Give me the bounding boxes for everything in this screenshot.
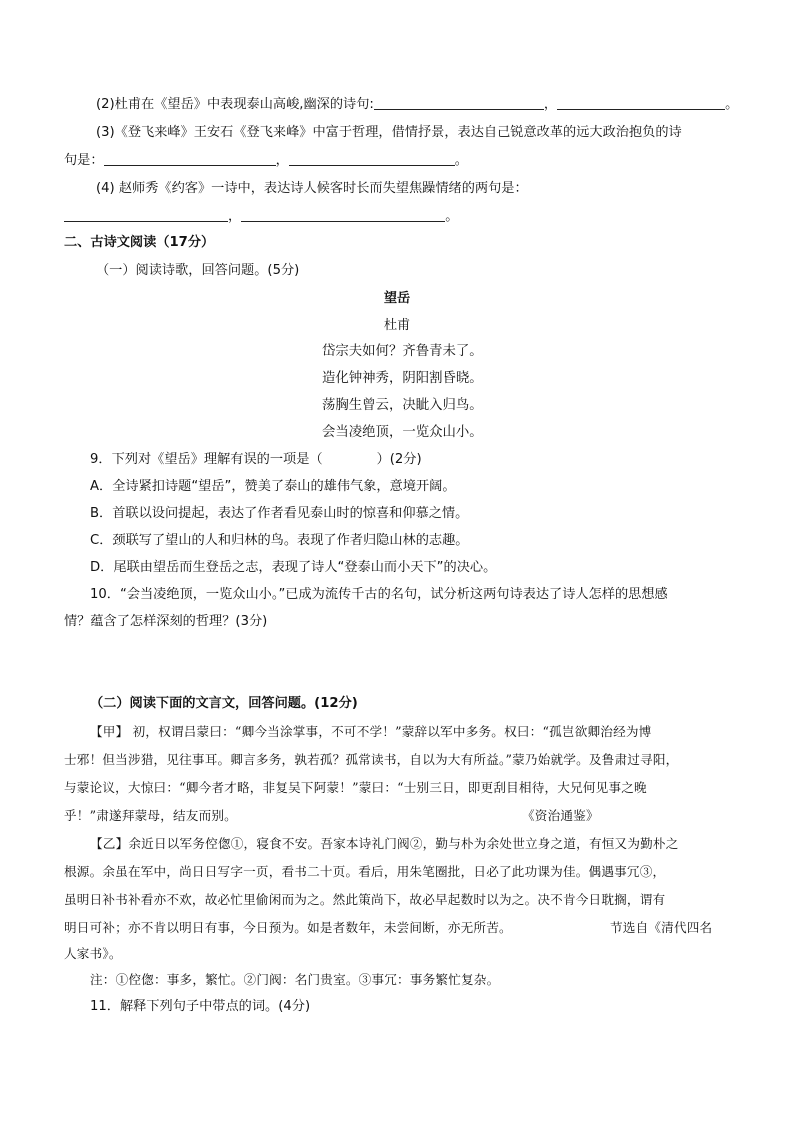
poem-line: 荡胸生曾云，决眦入归鸟。	[322, 398, 483, 413]
section-2-heading: 二、古诗文阅读（17分）	[64, 235, 215, 250]
q4-sep: ，	[228, 209, 242, 224]
q2-blank-1[interactable]	[374, 97, 544, 110]
part-1-intro: （一）阅读诗歌，回答问题。(5分)	[96, 263, 300, 278]
yi-text-line: 根源。余虽在军中，尚日日写字一页，看书二十页。看后，用朱笔圈批，日必了此功课为佳。偶遇事冗③，	[64, 864, 666, 879]
q3-blank-1[interactable]	[104, 153, 276, 166]
q3-sep: ，	[275, 153, 289, 168]
q4-end: 。	[445, 209, 459, 224]
jia-text-line: 士邪！但当涉猎，见往事耳。卿言多务，孰若孤？孤常读书，自以为大有所益。”蒙乃始就学。及鲁肃过寻阳，	[64, 752, 679, 767]
poem-title: 望岳	[383, 291, 411, 306]
fill-in-q2	[96, 97, 738, 113]
jia-text-line: 乎！”肃遂拜蒙母，结友而别。	[64, 808, 237, 823]
yi-text-line: 虽明日补书补看亦不欢，故必忙里偷闲而为之。然此策尚下，故必早起数时以为之。决不肯今日耽搁，谓有	[64, 892, 666, 907]
q3-end: 。	[454, 153, 468, 168]
q3-prefix: 句是：	[64, 153, 104, 168]
yi-source-1: 节选自《清代四名	[610, 920, 713, 935]
yi-text-line: 明日可补；亦不肯以明日有事，今日预为。如是者数年，未尝间断，亦无所苦。	[64, 920, 512, 935]
yi-source-2: 人家书》。	[64, 946, 122, 961]
jia-text-line: 【甲】 初，权谓吕蒙曰：“卿今当涂掌事，不可不学！”蒙辞以军中多务。权曰：“孤岂欲卿治经为博	[90, 724, 652, 739]
fill-in-q3-line2	[64, 153, 468, 169]
q9-stem-text: 9．下列对《望岳》理解有误的一项是（	[90, 452, 323, 467]
poem-author: 杜甫	[383, 318, 411, 333]
poem-line: 岱宗夫如何？齐鲁青未了。	[322, 344, 483, 359]
q2-end: 。	[725, 97, 739, 112]
q9-option-a: A．全诗紧扣诗题“望岳”，赞美了泰山的雄伟气象，意境开阔。	[90, 479, 456, 494]
poem-line: 造化钟神秀，阴阳割昏晓。	[322, 371, 483, 386]
q9-stem	[90, 452, 422, 468]
q3-blank-2[interactable]	[289, 153, 455, 166]
q9-option-c: C．颈联写了望山的人和归林的鸟。表现了作者归隐山林的志趣。	[90, 533, 469, 548]
footnote: 注：①倥偬：事多，繁忙。②门阀：名门贵室。③事冗：事务繁忙复杂。	[90, 972, 500, 987]
q2-blank-2[interactable]	[557, 97, 725, 110]
jia-source: 《资治通鉴》	[522, 808, 599, 823]
fill-in-q4-line1: (4) 赵师秀《约客》一诗中，表达诗人候客时长而失望焦躁情绪的两句是：	[96, 181, 528, 196]
yi-text-line: 【乙】余近日以军务倥偬①，寝食不安。吾家本诗礼门阀②，勤与朴为余处世立身之道，有恒又为勤朴之	[90, 836, 679, 851]
q9-option-b: B．首联以设问提起，表达了作者看见泰山时的惊喜和仰慕之情。	[90, 506, 469, 521]
fill-in-q3-line1: (3)《登飞来峰》王安石《登飞来峰》中富于哲理，借情抒景，表达自己锐意改革的远大政治抱负的诗	[96, 125, 682, 140]
q11-stem: 11．解释下列句子中带点的词。(4分)	[90, 999, 311, 1014]
part-2-intro: （二）阅读下面的文言文，回答问题。(12分)	[90, 696, 358, 711]
q10-line-2: 情？蕴含了怎样深刻的哲理？(3分)	[64, 614, 268, 629]
q2-prefix: (2)杜甫在《望岳》中表现泰山高峻,幽深的诗句:	[96, 97, 374, 112]
q10-line-1: 10．“会当凌绝顶，一览众山小。”已成为流传千古的名句，试分析这两句诗表达了诗人怎样的思想感	[90, 587, 668, 602]
poem-line: 会当凌绝顶，一览众山小。	[322, 425, 483, 440]
q4-blank-1[interactable]	[64, 209, 228, 222]
q4-blank-2[interactable]	[241, 209, 445, 222]
q9-stem-end: ）(2分)	[376, 452, 422, 467]
fill-in-q4-line2	[64, 209, 458, 225]
jia-text-line: 与蒙论议，大惊曰：“卿今者才略，非复吴下阿蒙！”蒙曰：“士别三日，即更刮目相待，大兄何见事之晚	[64, 780, 647, 795]
q9-option-d: D．尾联由望岳而生登岳之志，表现了诗人“登泰山而小天下”的决心。	[90, 560, 497, 575]
q2-sep: ，	[543, 97, 558, 112]
